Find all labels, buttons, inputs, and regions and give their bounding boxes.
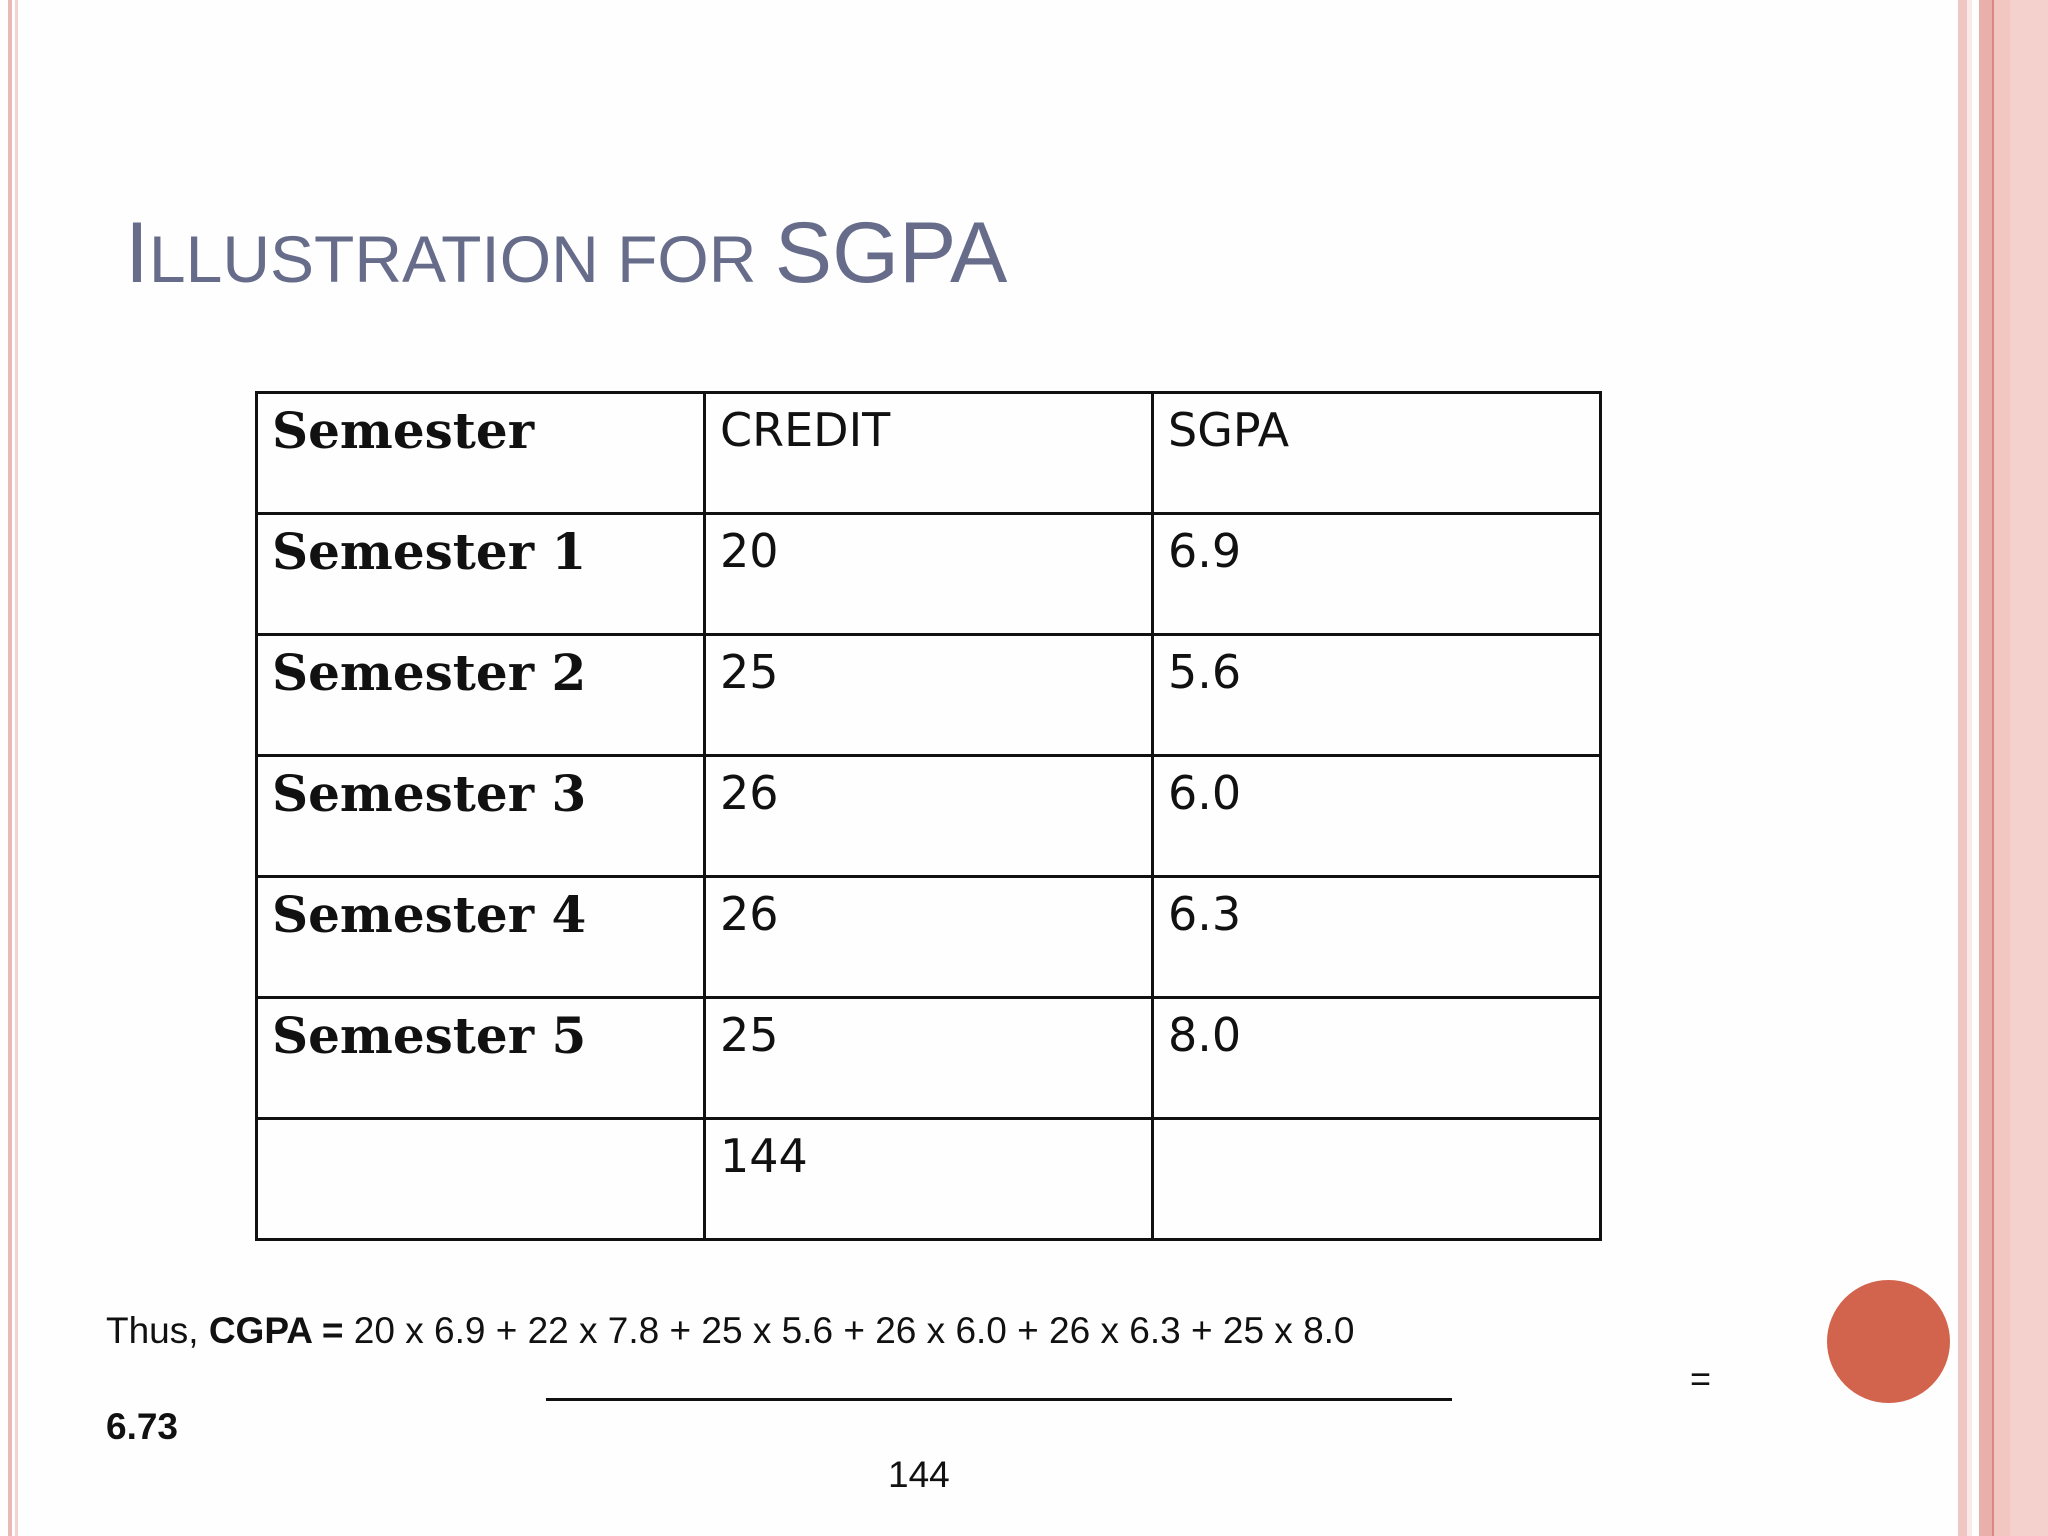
sgpa-cell: 8.0 xyxy=(1153,998,1601,1119)
right-border-stripe xyxy=(1979,0,1992,1536)
sgpa-cell: 6.0 xyxy=(1153,756,1601,877)
table-row xyxy=(257,635,1601,756)
header-sgpa: SGPA xyxy=(1153,393,1601,514)
sgpa-table xyxy=(255,391,1602,1241)
semester-cell: Semester 1 xyxy=(257,514,705,635)
semester-cell: Semester 5 xyxy=(257,998,705,1119)
semester-cell: Semester 2 xyxy=(257,635,705,756)
right-border-stripe xyxy=(1994,0,2010,1536)
table-row xyxy=(257,877,1601,998)
title-acronym: SGPA xyxy=(774,205,1008,301)
sgpa-cell: 6.9 xyxy=(1153,514,1601,635)
formula-prefix: Thus, xyxy=(106,1310,209,1351)
credit-cell: 26 xyxy=(705,756,1153,877)
header-credit: CREDIT xyxy=(705,393,1153,514)
semester-cell: Semester 4 xyxy=(257,877,705,998)
fraction-bar xyxy=(546,1398,1452,1401)
right-border-stripe xyxy=(2010,0,2048,1536)
cgpa-result: 6.73 xyxy=(106,1406,179,1447)
right-border-stripe xyxy=(1967,0,1972,1536)
credit-cell: 26 xyxy=(705,877,1153,998)
sgpa-cell: 6.3 xyxy=(1153,877,1601,998)
formula-label: CGPA = xyxy=(208,1310,344,1351)
total-label-cell xyxy=(257,1119,705,1240)
credit-cell: 20 xyxy=(705,514,1153,635)
table-header-row xyxy=(257,393,1601,514)
sgpa-cell: 5.6 xyxy=(1153,635,1601,756)
header-semester: Semester xyxy=(257,393,705,514)
title-rest: LLUSTRATION FOR xyxy=(148,222,775,296)
title-first-cap: I xyxy=(125,205,149,301)
formula-equals-sign: = xyxy=(1690,1358,1712,1399)
formula-denominator: 144 xyxy=(888,1454,950,1495)
table-row xyxy=(257,756,1601,877)
table-total-row xyxy=(257,1119,1601,1240)
slide-title xyxy=(125,205,1008,301)
semester-cell: Semester 3 xyxy=(257,756,705,877)
cgpa-formula xyxy=(106,1310,1355,1352)
credit-cell: 25 xyxy=(705,998,1153,1119)
right-border-stripe xyxy=(1958,0,1967,1536)
table-row xyxy=(257,514,1601,635)
total-credit-cell: 144 xyxy=(705,1119,1153,1240)
table-row xyxy=(257,998,1601,1119)
total-sgpa-cell xyxy=(1153,1119,1601,1240)
credit-cell: 25 xyxy=(705,635,1153,756)
formula-numerator: 20 x 6.9 + 22 x 7.8 + 25 x 5.6 + 26 x 6.0 + 26 x 6.3 + 25 x 8.0 xyxy=(343,1310,1355,1351)
decorative-circle xyxy=(1827,1280,1950,1403)
left-border-stripe-inner xyxy=(15,0,18,1536)
left-border-stripe xyxy=(8,0,12,1536)
